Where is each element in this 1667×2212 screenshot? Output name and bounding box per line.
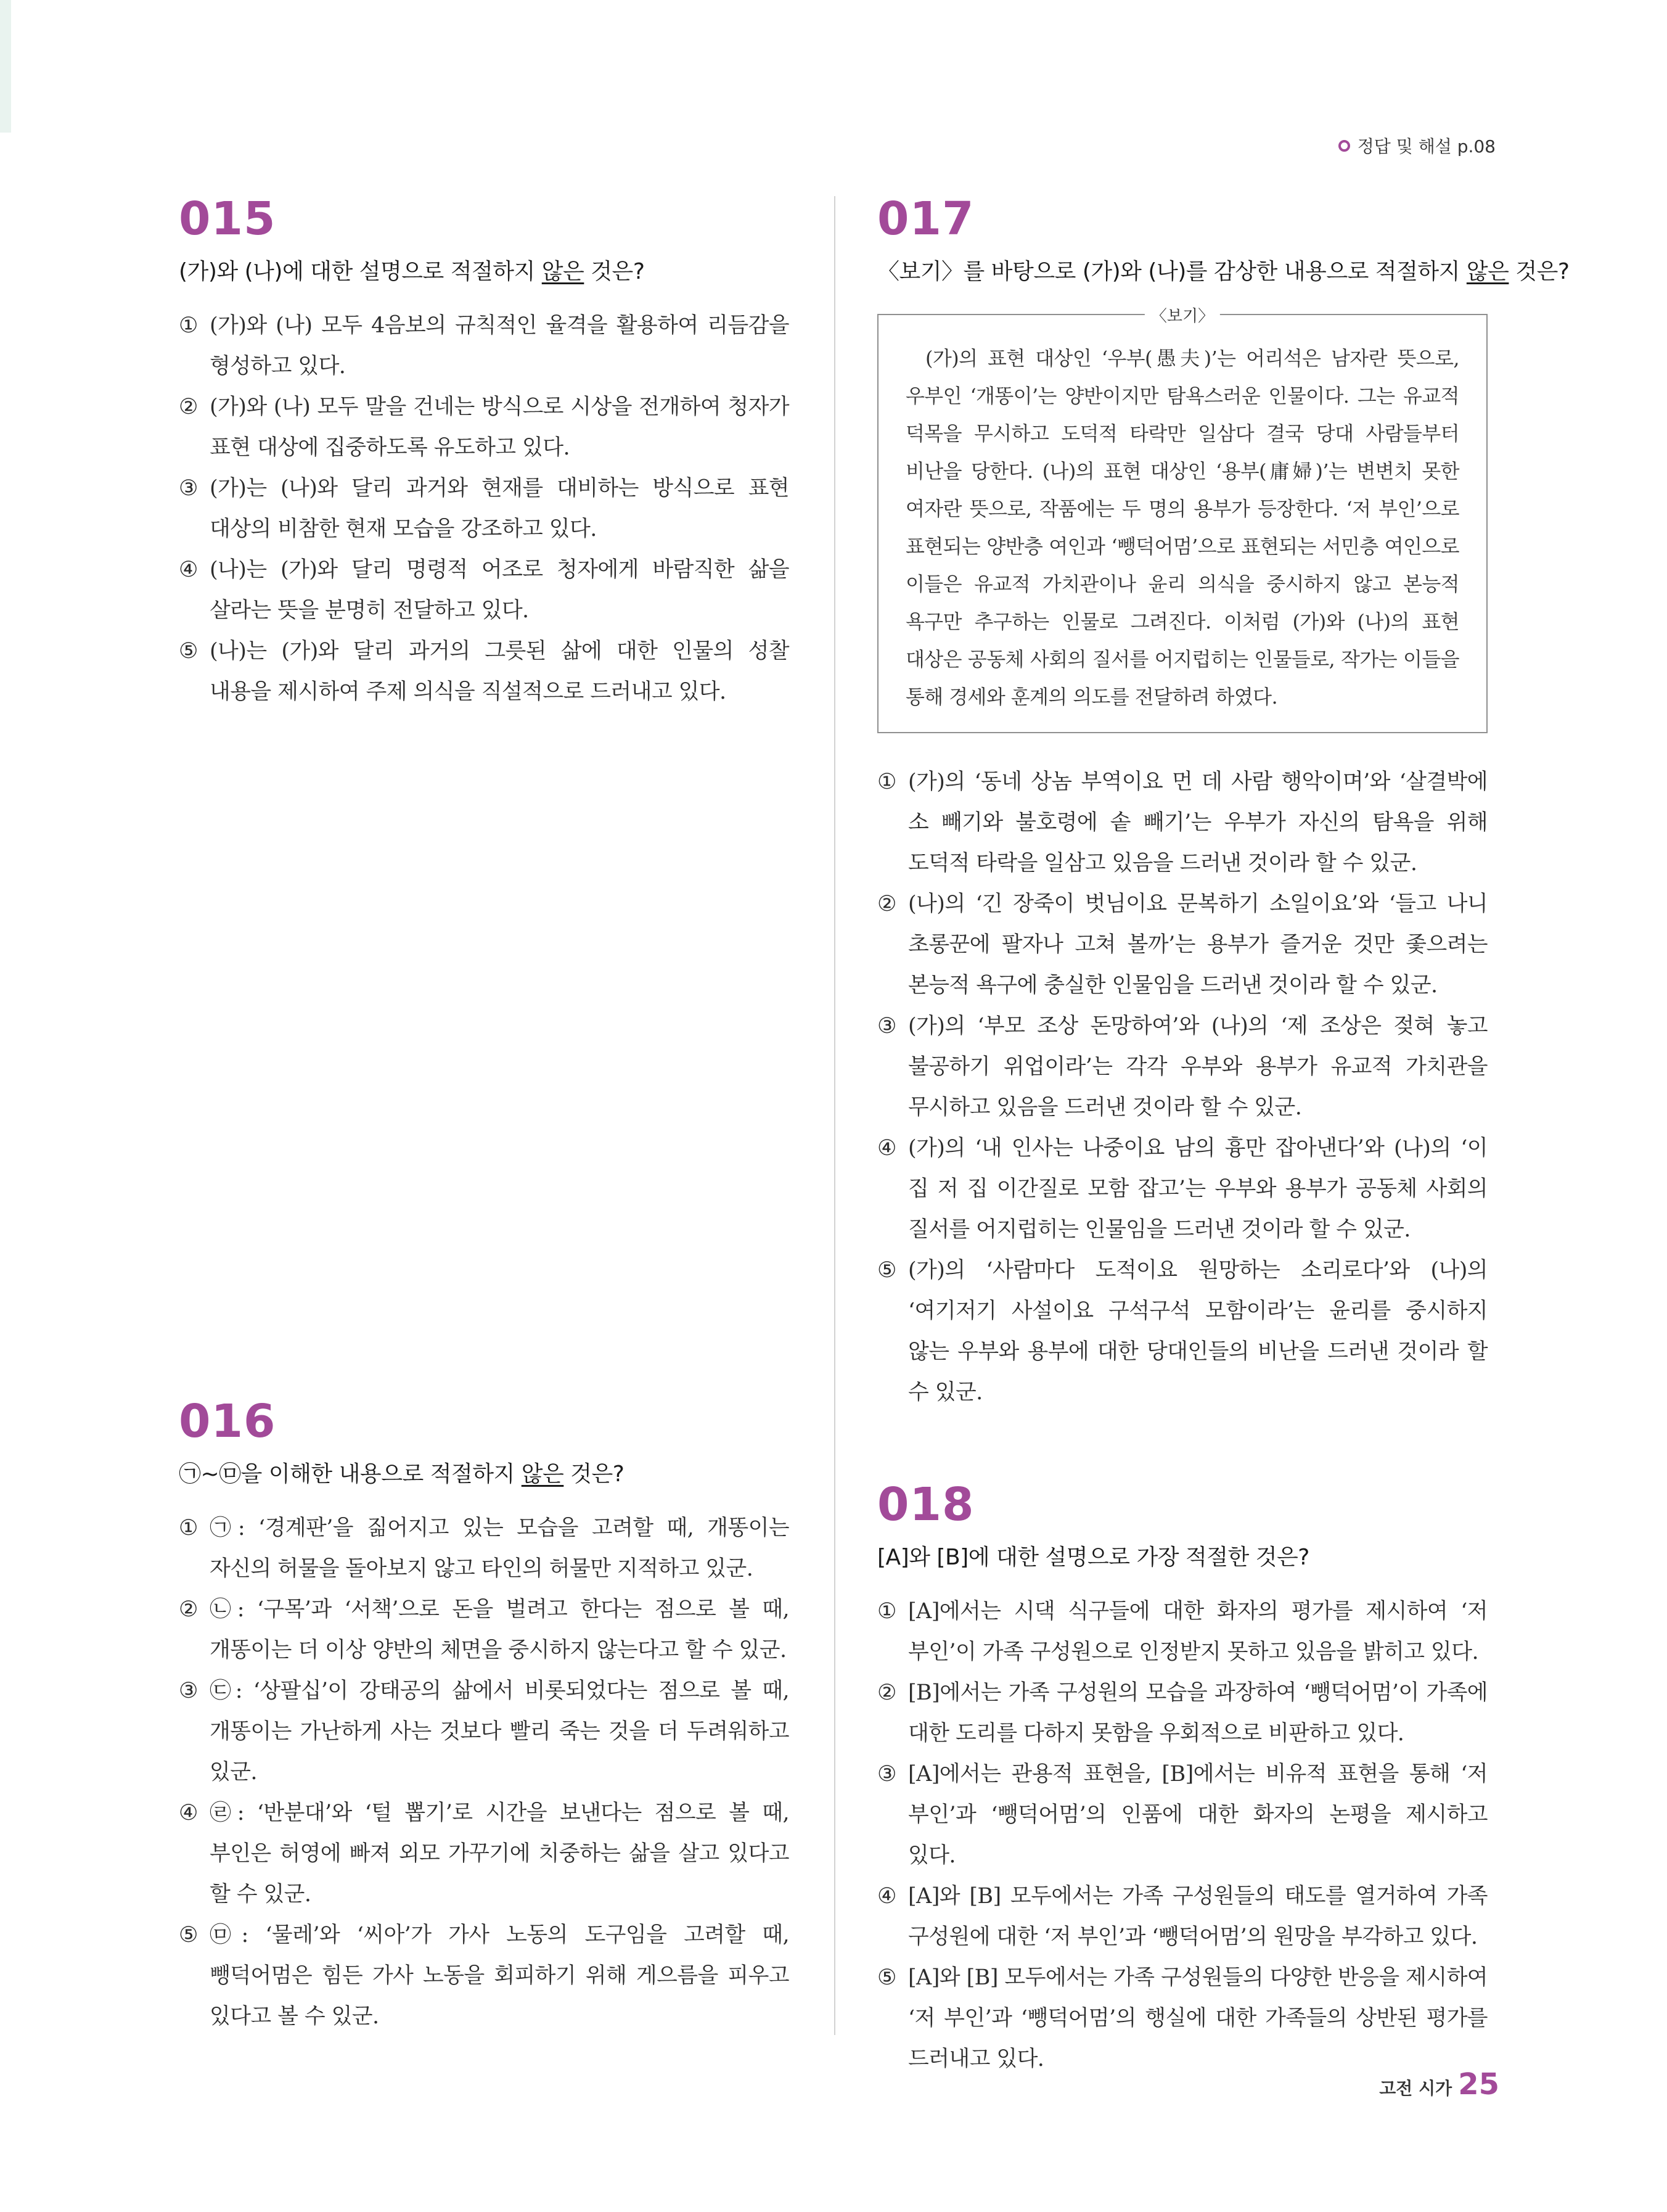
column-divider [834,196,835,2035]
option-2[interactable]: ② (나)의 ‘긴 장죽이 벗님이요 문복하기 소일이요’와 ‘들고 나니 초롱꾼에 팔자나 고쳐 볼까’는 용부가 즐거운 것만 좇으려는 본능적 욕구에 충실한 인물임을 드러낸 것이라 할 수 있군. [877,891,1488,998]
question-text: (가)와 (나)에 대한 설명으로 적절하지 않은 것은? [179,259,645,284]
answer-reference-text: 정답 및 해설 p.08 [1357,136,1496,157]
option-3[interactable]: ③ [A]에서는 관용적 표현을, [B]에서는 비유적 표현을 통해 ‘저 부인’과 ‘뺑덕어멈’의 인품에 대한 화자의 논평을 제시하고 있다. [877,1761,1488,1868]
option-3[interactable]: ③ (가)의 ‘부모 조상 돈망하여’와 (나)의 ‘제 조상은 젖혀 놓고 불공하기 위업이라’는 각각 우부와 용부가 유교적 가치관을 무시하고 있음을 드러낸 것이라 할 수 있군. [877,1013,1488,1120]
question-number: 015 [179,192,276,245]
page-number: 25 [1458,2067,1499,2102]
answer-reference [1338,133,1496,158]
option-2[interactable]: ② (가)와 (나) 모두 말을 건네는 방식으로 시상을 전개하여 청자가 표현 대상에 집중하도록 유도하고 있다. [179,394,789,460]
option-5[interactable]: ⑤ ㉤: ‘물레’와 ‘씨아’가 가사 노동의 도구임을 고려할 때, 뺑덕어멈은 힘든 가사 노동을 회피하기 위해 게으름을 피우고 있다고 볼 수 있군. [179,1922,789,2029]
page-edge-strip [0,0,11,133]
bogi-label: 〈보기〉 [1145,303,1220,326]
question-text: ㉠~㉤을 이해한 내용으로 적절하지 않은 것은? [179,1462,625,1487]
question-017 [877,192,1570,1413]
option-5[interactable]: ⑤ (가)의 ‘사람마다 도적이요 원망하는 소리로다’와 (나)의 ‘여기저기 사설이요 구석구석 모함이라’는 윤리를 중시하지 않는 우부와 용부에 대한 당대인들의 비난을 드러낸 것이라 할 수 있군. [877,1257,1488,1405]
question-015 [179,192,789,712]
option-list [877,762,1488,1413]
option-3[interactable]: ③ (가)는 (나)와 달리 과거와 현재를 대비하는 방식으로 표현 대상의 비참한 현재 모습을 강조하고 있다. [179,475,789,541]
option-4[interactable]: ④ [A]와 [B] 모두에서는 가족 구성원들의 태도를 열거하여 가족 구성원에 대한 ‘저 부인’과 ‘뺑덕어멈’의 원망을 부각하고 있다. [877,1883,1488,1949]
option-1[interactable]: ① [A]에서는 시댁 식구들에 대한 화자의 평가를 제시하여 ‘저 부인’이 가족 구성원으로 인정받지 못하고 있음을 밝히고 있다. [877,1598,1488,1664]
question-018 [877,1478,1488,2079]
option-5[interactable]: ⑤ (나)는 (가)와 달리 과거의 그릇된 삶에 대한 인물의 성찰 내용을 제시하여 주제 의식을 직설적으로 드러내고 있다. [179,638,789,704]
bogi-text: (가)의 표현 대상인 ‘우부(愚夫)’는 어리석은 남자란 뜻으로, 우부인 ‘개똥이’는 양반이지만 탐욕스러운 인물이다. 그는 유교적 덕목을 무시하고 도덕적 타락만 일삼다 결국 당대 사람들부터 비난을 당한다. (나)의 표현 대상인 ‘용부(庸婦)’는 변변치 못한 여자란 뜻으로, 작품에는 두 명의 용부가 등장한다. ‘저 부인’으로 표현되는 양반층 여인과 ‘뺑덕어멈’으로 표현되는 서민층 여인으로 이들은 유교적 가치관이나 윤리 의식을 중시하지 않고 본능적 욕구만 추구하는 인물로 그려진다. 이처럼 (가)와 (나)의 표현 대상은 공동체 사회의 질서를 어지럽히는 인물들로, 작가는 이들을 통해 경세와 훈계의 의도를 전달하려 하였다. [906,346,1459,709]
option-4[interactable]: ④ (가)의 ‘내 인사는 나중이요 남의 흉만 잡아낸다’와 (나)의 ‘이 집 저 집 이간질로 모함 잡고’는 우부와 용부가 공동체 사회의 질서를 어지럽히는 인물임을 드러낸 것이라 할 수 있군. [877,1135,1488,1242]
option-5[interactable]: ⑤ [A]와 [B] 모두에서는 가족 구성원들의 다양한 반응을 제시하여 ‘저 부인’과 ‘뺑덕어멈’의 행실에 대한 가족들의 상반된 평가를 드러내고 있다. [877,1965,1488,2071]
option-2[interactable]: ② ㉡: ‘구목’과 ‘서책’으로 돈을 벌려고 한다는 점으로 볼 때, 개똥이는 더 이상 양반의 체면을 중시하지 않는다고 할 수 있군. [179,1597,789,1663]
question-016 [179,1395,789,2037]
question-text: 〈보기〉를 바탕으로 (가)와 (나)를 감상한 내용으로 적절하지 않은 것은? [877,259,1570,284]
question-number: 017 [877,192,975,245]
option-4[interactable]: ④ ㉣: ‘반분대’와 ‘털 뽑기’로 시간을 보낸다는 점으로 볼 때, 부인은 허영에 빠져 외모 가꾸기에 치중하는 삶을 살고 있다고 할 수 있군. [179,1800,789,1907]
ring-bullet-icon [1338,140,1350,152]
question-number: 018 [877,1478,975,1531]
section-title: 고전 시가 [1379,2078,1452,2099]
option-4[interactable]: ④ (나)는 (가)와 달리 명령적 어조로 청자에게 바람직한 삶을 살라는 뜻을 분명히 전달하고 있다. [179,557,789,623]
option-list [179,1508,789,2037]
page-footer [1379,2067,1499,2102]
option-1[interactable]: ① (가)와 (나) 모두 4음보의 규칙적인 율격을 활용하여 리듬감을 형성하고 있다. [179,313,789,379]
bogi-box [877,306,1488,733]
option-list [179,305,789,712]
option-1[interactable]: ① (가)의 ‘동네 상놈 부역이요 먼 데 사람 행악이며’와 ‘살결박에 소 빼기와 불호령에 솥 빼기’는 우부가 자신의 탐욕을 위해 도덕적 타락을 일삼고 있음을 드러낸 것이라 할 수 있군. [877,769,1488,876]
option-3[interactable]: ③ ㉢: ‘상팔십’이 강태공의 삶에서 비롯되었다는 점으로 볼 때, 개똥이는 가난하게 사는 것보다 빨리 죽는 것을 더 두려워하고 있군. [179,1678,789,1785]
question-number: 016 [179,1395,276,1448]
question-text: [A]와 [B]에 대한 설명으로 가장 적절한 것은? [877,1545,1309,1570]
option-list [877,1591,1488,2079]
option-2[interactable]: ② [B]에서는 가족 구성원의 모습을 과장하여 ‘뺑덕어멈’이 가족에 대한 도리를 다하지 못함을 우회적으로 비판하고 있다. [877,1680,1488,1746]
option-1[interactable]: ① ㉠: ‘경계판’을 짊어지고 있는 모습을 고려할 때, 개똥이는 자신의 허물을 돌아보지 않고 타인의 허물만 지적하고 있군. [179,1515,789,1581]
